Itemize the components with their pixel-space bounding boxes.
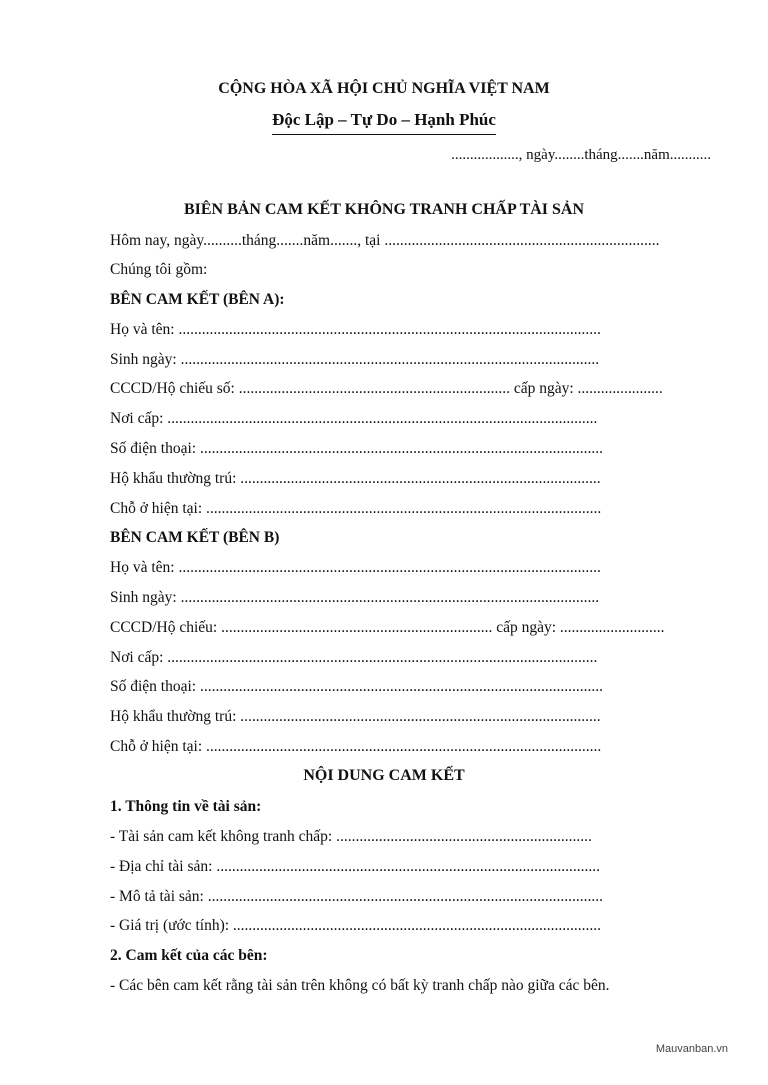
party-a-heading: BÊN CAM KẾT (BÊN A): <box>110 291 285 308</box>
party-a-phone: Số điện thoại: ........................................................................................................ <box>110 440 603 457</box>
commitment-1: - Các bên cam kết rằng tài sản trên không có bất kỳ tranh chấp nào giữa các bên. <box>110 977 610 994</box>
section-2-title: 2. Cam kết của các bên: <box>110 947 268 964</box>
motto: Độc Lập – Tự Do – Hạnh Phúc <box>272 110 496 135</box>
asset-item: - Tài sản cam kết không tranh chấp: .................................................................. <box>110 828 592 845</box>
party-b-residence: Hộ khẩu thường trú: ............................................................................................. <box>110 708 601 725</box>
date-line: .................., ngày........tháng.......năm........... <box>451 147 711 163</box>
party-b-id-number: CCCD/Hộ chiếu: ...................................................................... cấp ngày: ........................... <box>110 619 665 636</box>
party-b-current-address: Chỗ ở hiện tại: ...................................................................................................... <box>110 738 602 755</box>
party-a-residence: Hộ khẩu thường trú: ............................................................................................. <box>110 470 601 487</box>
intro-line: Hôm nay, ngày..........tháng.......năm......., tại ....................................................................... <box>110 232 660 249</box>
party-a-birth-date: Sinh ngày: ............................................................................................................ <box>110 351 600 368</box>
party-b-full-name: Họ và tên: ............................................................................................................. <box>110 559 601 576</box>
document-title: BIÊN BẢN CAM KẾT KHÔNG TRANH CHẤP TÀI SẢN <box>183 201 585 218</box>
party-b-phone: Số điện thoại: ........................................................................................................ <box>110 678 603 695</box>
country-title: CỘNG HÒA XÃ HỘI CHỦ NGHĨA VIỆT NAM <box>218 80 550 97</box>
asset-description: - Mô tả tài sản: ...................................................................................................... <box>110 888 603 905</box>
content-heading: NỘI DUNG CAM KẾT <box>303 767 465 784</box>
party-a-current-address: Chỗ ở hiện tại: ...................................................................................................... <box>110 500 602 517</box>
party-a-id-number: CCCD/Hộ chiếu số: ...................................................................... cấp ngày: ...................... <box>110 380 663 397</box>
party-b-birth-date: Sinh ngày: ............................................................................................................ <box>110 589 600 606</box>
party-a-place-issued: Nơi cấp: ............................................................................................................... <box>110 410 598 427</box>
party-a-full-name: Họ và tên: ............................................................................................................. <box>110 321 601 338</box>
asset-address: - Địa chỉ tài sản: ................................................................................................... <box>110 858 600 875</box>
watermark: Mauvanban.vn <box>655 1043 728 1055</box>
intro-members: Chúng tôi gồm: <box>110 261 208 278</box>
asset-value: - Giá trị (ước tính): ............................................................................................... <box>110 917 602 934</box>
party-b-heading: BÊN CAM KẾT (BÊN B) <box>110 529 280 546</box>
section-1-title: 1. Thông tin về tài sản: <box>110 798 262 815</box>
party-b-place-issued: Nơi cấp: ............................................................................................................... <box>110 649 598 666</box>
motto-wrapper <box>0 110 768 135</box>
